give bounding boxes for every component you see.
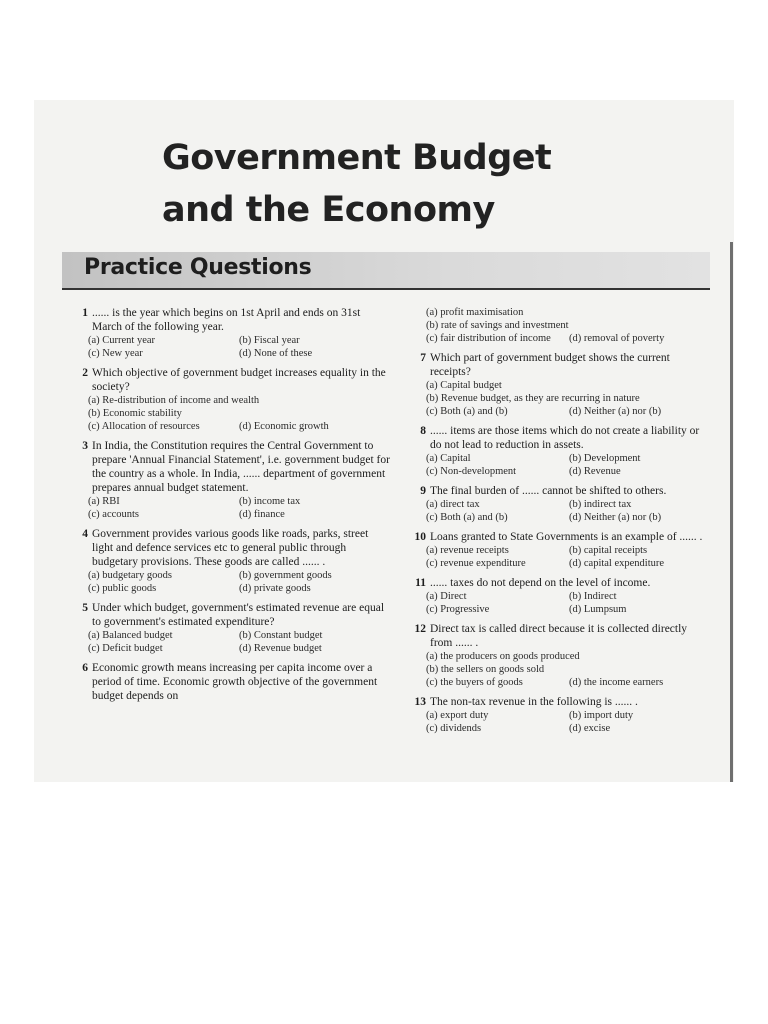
question-stem bbox=[408, 695, 712, 709]
question-stem bbox=[408, 351, 712, 379]
answer-option: (c) Non-development bbox=[426, 466, 517, 477]
question-item bbox=[70, 601, 390, 655]
answer-option: (b) Development bbox=[569, 453, 641, 464]
option-row bbox=[88, 569, 390, 582]
answer-options bbox=[70, 394, 390, 433]
question-item bbox=[70, 439, 390, 521]
answer-option: (a) Capital budget bbox=[426, 380, 502, 391]
question-number: 1 bbox=[82, 307, 88, 319]
answer-option: (d) Revenue budget bbox=[239, 643, 322, 654]
question-number: 2 bbox=[82, 367, 88, 379]
answer-option: (a) Capital bbox=[426, 453, 471, 464]
question-stem bbox=[408, 484, 712, 498]
answer-options bbox=[70, 569, 390, 595]
question-item bbox=[408, 306, 712, 345]
option-row bbox=[88, 420, 390, 433]
question-item bbox=[70, 527, 390, 595]
question-item bbox=[70, 661, 390, 703]
question-item bbox=[408, 424, 712, 478]
option-row bbox=[426, 544, 712, 557]
option-row bbox=[426, 332, 712, 345]
option-row bbox=[88, 407, 390, 420]
answer-option: (a) RBI bbox=[88, 496, 120, 507]
answer-option: (d) Neither (a) nor (b) bbox=[569, 406, 662, 417]
option-row bbox=[426, 590, 712, 603]
option-row bbox=[88, 629, 390, 642]
question-text: Loans granted to State Governments is an example of ...... . bbox=[430, 531, 703, 543]
answer-option: (d) Economic growth bbox=[239, 421, 329, 432]
answer-option: (b) Indirect bbox=[569, 591, 617, 602]
answer-option: (c) revenue expenditure bbox=[426, 558, 526, 569]
answer-option: (d) Neither (a) nor (b) bbox=[569, 512, 662, 523]
question-text: Direct tax is called direct because it is collected directly from ...... . bbox=[430, 623, 688, 649]
question-text: Economic growth means increasing per capita income over a period of time. Economic growth objective of the government budget depends on bbox=[92, 662, 378, 702]
question-item bbox=[408, 695, 712, 735]
question-item bbox=[70, 306, 390, 360]
answer-option: (a) profit maximisation bbox=[426, 307, 524, 318]
answer-option: (a) revenue receipts bbox=[426, 545, 509, 556]
answer-option: (d) Lumpsum bbox=[569, 604, 627, 615]
answer-options bbox=[408, 498, 712, 524]
question-stem bbox=[408, 622, 712, 650]
question-number: 10 bbox=[414, 531, 426, 543]
question-item bbox=[70, 366, 390, 433]
question-stem bbox=[408, 530, 712, 544]
option-row bbox=[426, 603, 712, 616]
option-row bbox=[426, 722, 712, 735]
option-row bbox=[426, 319, 712, 332]
answer-options bbox=[70, 334, 390, 360]
question-text: ...... taxes do not depend on the level of income. bbox=[430, 577, 651, 589]
question-item bbox=[408, 351, 712, 418]
option-row bbox=[88, 347, 390, 360]
question-number: 9 bbox=[420, 485, 426, 497]
answer-option: (a) export duty bbox=[426, 710, 489, 721]
answer-option: (a) the producers on goods produced bbox=[426, 651, 580, 662]
section-banner bbox=[62, 252, 710, 290]
answer-option: (b) Economic stability bbox=[88, 408, 182, 419]
question-number: 8 bbox=[420, 425, 426, 437]
question-number: 13 bbox=[414, 696, 426, 708]
option-row bbox=[88, 495, 390, 508]
option-row bbox=[426, 465, 712, 478]
option-row bbox=[426, 379, 712, 392]
option-row bbox=[426, 557, 712, 570]
answer-option: (b) Constant budget bbox=[239, 630, 323, 641]
question-number: 12 bbox=[414, 623, 426, 635]
option-row bbox=[426, 676, 712, 689]
question-item bbox=[408, 484, 712, 524]
answer-option: (c) fair distribution of income bbox=[426, 333, 551, 344]
question-text: ...... is the year which begins on 1st April and ends on 31st March of the following year. bbox=[92, 307, 361, 333]
answer-options bbox=[408, 306, 712, 345]
title-line-1: Government Budget bbox=[162, 138, 552, 178]
option-row bbox=[88, 334, 390, 347]
option-row bbox=[426, 650, 712, 663]
question-number: 5 bbox=[82, 602, 88, 614]
answer-option: (c) public goods bbox=[88, 583, 157, 594]
question-text: The final burden of ...... cannot be shifted to others. bbox=[430, 485, 667, 497]
option-row bbox=[88, 508, 390, 521]
option-row bbox=[88, 582, 390, 595]
answer-option: (d) capital expenditure bbox=[569, 558, 665, 569]
answer-option: (a) Direct bbox=[426, 591, 467, 602]
page-edge-shadow bbox=[730, 242, 733, 782]
question-number: 4 bbox=[82, 528, 88, 540]
question-stem bbox=[408, 424, 712, 452]
question-item bbox=[408, 576, 712, 616]
option-row bbox=[426, 405, 712, 418]
answer-option: (b) government goods bbox=[239, 570, 332, 581]
answer-option: (c) Deficit budget bbox=[88, 643, 163, 654]
answer-option: (b) capital receipts bbox=[569, 545, 648, 556]
right-column bbox=[408, 306, 712, 741]
answer-option: (b) rate of savings and investment bbox=[426, 320, 569, 331]
question-text: Government provides various goods like roads, parks, street light and defence services etc to general public through budgetary provisions. These goods are called ...... . bbox=[92, 528, 369, 568]
answer-option: (c) New year bbox=[88, 348, 143, 359]
question-stem bbox=[70, 306, 390, 334]
option-row bbox=[426, 452, 712, 465]
option-row bbox=[426, 663, 712, 676]
question-text: Which objective of government budget increases equality in the society? bbox=[92, 367, 386, 393]
question-stem bbox=[70, 527, 390, 569]
question-item bbox=[408, 530, 712, 570]
answer-option: (b) the sellers on goods sold bbox=[426, 664, 545, 675]
answer-options bbox=[408, 452, 712, 478]
question-number: 3 bbox=[82, 440, 88, 452]
answer-options bbox=[70, 629, 390, 655]
question-stem bbox=[70, 601, 390, 629]
question-item bbox=[408, 622, 712, 689]
option-row bbox=[426, 709, 712, 722]
answer-option: (c) Both (a) and (b) bbox=[426, 512, 508, 523]
answer-option: (c) dividends bbox=[426, 723, 482, 734]
answer-option: (a) direct tax bbox=[426, 499, 480, 510]
answer-option: (c) Progressive bbox=[426, 604, 490, 615]
option-row bbox=[426, 392, 712, 405]
answer-option: (b) income tax bbox=[239, 496, 301, 507]
option-row bbox=[88, 642, 390, 655]
answer-options bbox=[408, 544, 712, 570]
answer-option: (c) Allocation of resources bbox=[88, 421, 200, 432]
answer-option: (d) finance bbox=[239, 509, 285, 520]
section-heading: Practice Questions bbox=[84, 255, 312, 280]
answer-option: (d) the income earners bbox=[569, 677, 664, 688]
answer-option: (a) Re-distribution of income and wealth bbox=[88, 395, 260, 406]
question-text: Which part of government budget shows the current receipts? bbox=[430, 352, 670, 378]
answer-option: (c) the buyers of goods bbox=[426, 677, 523, 688]
answer-options bbox=[70, 495, 390, 521]
answer-option: (c) accounts bbox=[88, 509, 140, 520]
answer-options bbox=[408, 590, 712, 616]
answer-option: (b) import duty bbox=[569, 710, 634, 721]
option-row bbox=[426, 498, 712, 511]
option-row bbox=[88, 394, 390, 407]
answer-option: (d) None of these bbox=[239, 348, 313, 359]
question-text: Under which budget, government's estimated revenue are equal to government's estimated expenditure? bbox=[92, 602, 385, 628]
answer-options bbox=[408, 650, 712, 689]
answer-options bbox=[408, 709, 712, 735]
question-text: In India, the Constitution requires the Central Government to prepare 'Annual Financial Statement', i.e. government budget for the country as a whole. In India, ...... department of government prepares annual budget statement. bbox=[92, 440, 390, 494]
answer-option: (b) Revenue budget, as they are recurring in nature bbox=[426, 393, 640, 404]
option-row bbox=[426, 306, 712, 319]
question-stem bbox=[408, 576, 712, 590]
answer-option: (b) indirect tax bbox=[569, 499, 632, 510]
answer-option: (d) removal of poverty bbox=[569, 333, 665, 344]
question-stem bbox=[70, 366, 390, 394]
left-column bbox=[70, 306, 390, 709]
answer-option: (b) Fiscal year bbox=[239, 335, 300, 346]
question-stem bbox=[70, 661, 390, 703]
question-stem bbox=[70, 439, 390, 495]
answer-option: (d) private goods bbox=[239, 583, 311, 594]
answer-option: (a) budgetary goods bbox=[88, 570, 172, 581]
question-number: 7 bbox=[420, 352, 426, 364]
question-number: 6 bbox=[82, 662, 88, 674]
answer-option: (a) Current year bbox=[88, 335, 156, 346]
option-row bbox=[426, 511, 712, 524]
title-line-2: and the Economy bbox=[162, 190, 495, 230]
answer-option: (d) Revenue bbox=[569, 466, 621, 477]
question-text: ...... items are those items which do not create a liability or do not lead to reduction in assets. bbox=[430, 425, 700, 451]
question-number: 11 bbox=[415, 577, 426, 589]
page-title bbox=[162, 132, 551, 236]
question-text: The non-tax revenue in the following is ...... . bbox=[430, 696, 638, 708]
answer-options bbox=[408, 379, 712, 418]
answer-option: (a) Balanced budget bbox=[88, 630, 173, 641]
answer-option: (d) excise bbox=[569, 723, 611, 734]
answer-option: (c) Both (a) and (b) bbox=[426, 406, 508, 417]
